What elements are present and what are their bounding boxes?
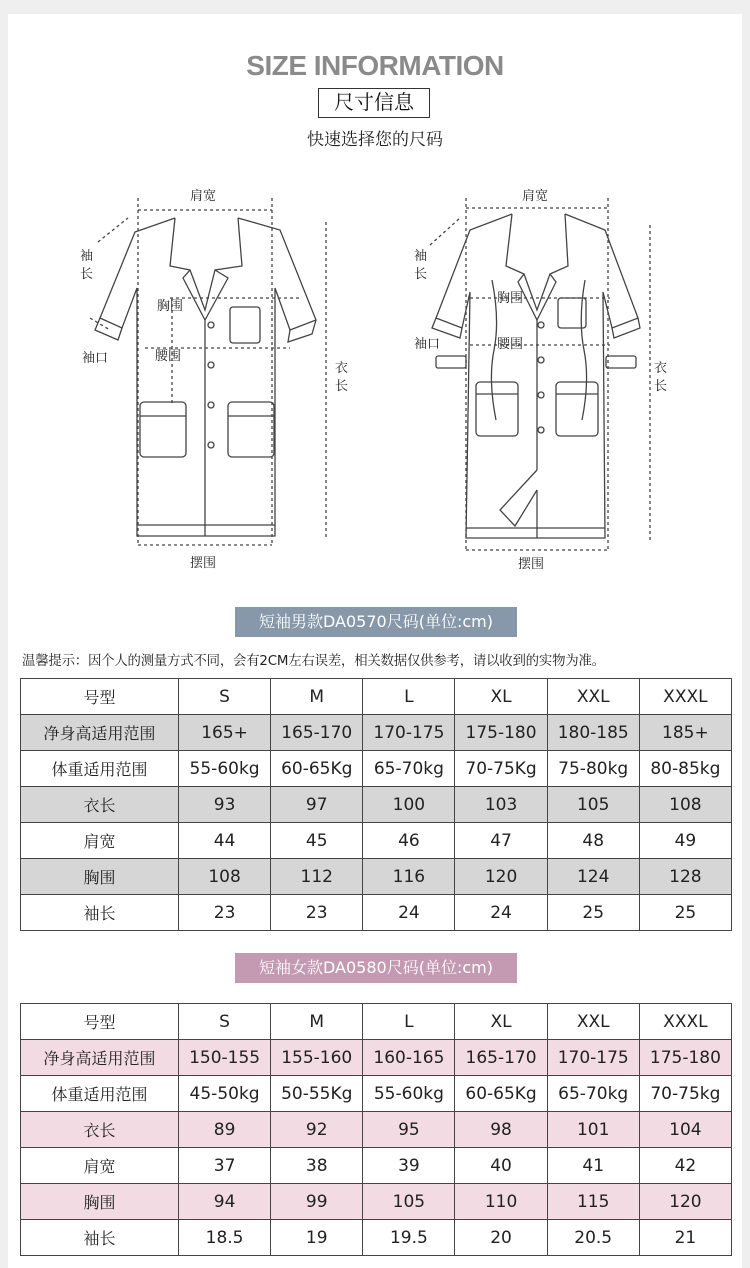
women-label-length-1: 衣 bbox=[654, 361, 668, 376]
table-cell: 185+ bbox=[639, 715, 731, 751]
row-label: 号型 bbox=[21, 1004, 179, 1040]
table-row bbox=[21, 679, 732, 715]
table-cell: 100 bbox=[363, 787, 455, 823]
table-cell: 92 bbox=[271, 1112, 363, 1148]
table-cell: 18.5 bbox=[179, 1220, 271, 1256]
table-row bbox=[21, 1220, 732, 1256]
table-cell: 75-80kg bbox=[547, 751, 639, 787]
table-cell: 23 bbox=[271, 895, 363, 931]
table-cell: 65-70kg bbox=[547, 1076, 639, 1112]
table-cell: S bbox=[179, 679, 271, 715]
women-size-table bbox=[20, 1003, 732, 1256]
table-cell: 150-155 bbox=[179, 1040, 271, 1076]
women-label-waist: 腰围 bbox=[497, 337, 524, 352]
table-cell: 25 bbox=[547, 895, 639, 931]
men-label-shoulder: 肩宽 bbox=[190, 189, 217, 204]
table-cell: 41 bbox=[547, 1148, 639, 1184]
men-label-waist: 腰围 bbox=[155, 349, 182, 364]
table-cell: 20 bbox=[455, 1220, 547, 1256]
table-cell: 98 bbox=[455, 1112, 547, 1148]
table-cell: 105 bbox=[363, 1184, 455, 1220]
table-cell: 42 bbox=[639, 1148, 731, 1184]
women-label-hem: 摆围 bbox=[518, 557, 545, 572]
table-cell: 40 bbox=[455, 1148, 547, 1184]
table-cell: 19 bbox=[271, 1220, 363, 1256]
table-cell: 116 bbox=[363, 859, 455, 895]
table-row bbox=[21, 1076, 732, 1112]
table-cell: 101 bbox=[547, 1112, 639, 1148]
table-cell: 128 bbox=[639, 859, 731, 895]
men-label-sleeve-1: 袖 bbox=[80, 249, 94, 264]
subtitle: 快速选择您的尺码 bbox=[307, 130, 443, 150]
table-cell: 55-60kg bbox=[179, 751, 271, 787]
table-cell: L bbox=[363, 679, 455, 715]
women-label-sleeve-1: 袖 bbox=[414, 249, 428, 264]
table-cell: M bbox=[271, 1004, 363, 1040]
women-label-length-2: 长 bbox=[654, 379, 668, 394]
table-cell: 108 bbox=[179, 859, 271, 895]
table-cell: 48 bbox=[547, 823, 639, 859]
women-label-chest: 胸围 bbox=[497, 291, 524, 306]
table-row bbox=[21, 823, 732, 859]
table-cell: 44 bbox=[179, 823, 271, 859]
title-english: SIZE INFORMATION bbox=[246, 50, 504, 81]
table-cell: XXL bbox=[547, 679, 639, 715]
table-cell: 46 bbox=[363, 823, 455, 859]
table-row bbox=[21, 895, 732, 931]
row-label: 袖长 bbox=[21, 1220, 179, 1256]
table-cell: XL bbox=[455, 679, 547, 715]
table-cell: 60-65Kg bbox=[455, 1076, 547, 1112]
men-size-table bbox=[20, 678, 732, 931]
row-label: 净身高适用范围 bbox=[21, 715, 179, 751]
table-row bbox=[21, 1004, 732, 1040]
table-cell: 70-75Kg bbox=[455, 751, 547, 787]
table-cell: 89 bbox=[179, 1112, 271, 1148]
women-coat-diagram bbox=[430, 198, 650, 550]
men-label-length-2: 长 bbox=[335, 379, 349, 394]
table-row bbox=[21, 1184, 732, 1220]
row-label: 体重适用范围 bbox=[21, 1076, 179, 1112]
row-label: 衣长 bbox=[21, 1112, 179, 1148]
table-cell: 103 bbox=[455, 787, 547, 823]
table-row bbox=[21, 859, 732, 895]
men-size-banner: 短袖男款DA0570尺码(单位:cm) bbox=[235, 607, 517, 637]
table-cell: 50-55Kg bbox=[271, 1076, 363, 1112]
row-label: 胸围 bbox=[21, 1184, 179, 1220]
women-label-shoulder: 肩宽 bbox=[522, 189, 549, 204]
men-coat-diagram bbox=[90, 198, 326, 545]
table-cell: 45 bbox=[271, 823, 363, 859]
table-cell: L bbox=[363, 1004, 455, 1040]
table-cell: 95 bbox=[363, 1112, 455, 1148]
table-cell: 160-165 bbox=[363, 1040, 455, 1076]
garment-diagrams bbox=[0, 170, 750, 590]
table-cell: 180-185 bbox=[547, 715, 639, 751]
women-label-sleeve-2: 长 bbox=[414, 267, 428, 282]
table-cell: 104 bbox=[639, 1112, 731, 1148]
row-label: 号型 bbox=[21, 679, 179, 715]
women-size-banner: 短袖女款DA0580尺码(单位:cm) bbox=[235, 953, 517, 983]
table-cell: M bbox=[271, 679, 363, 715]
table-cell: 25 bbox=[639, 895, 731, 931]
table-cell: 70-75kg bbox=[639, 1076, 731, 1112]
table-cell: XXXL bbox=[639, 679, 731, 715]
row-label: 肩宽 bbox=[21, 1148, 179, 1184]
table-cell: 175-180 bbox=[455, 715, 547, 751]
men-label-chest: 胸围 bbox=[157, 299, 184, 314]
table-cell: 20.5 bbox=[547, 1220, 639, 1256]
table-cell: 175-180 bbox=[639, 1040, 731, 1076]
men-label-length-1: 衣 bbox=[335, 361, 349, 376]
table-cell: 170-175 bbox=[363, 715, 455, 751]
table-cell: 21 bbox=[639, 1220, 731, 1256]
row-label: 肩宽 bbox=[21, 823, 179, 859]
table-cell: 93 bbox=[179, 787, 271, 823]
table-cell: 65-70kg bbox=[363, 751, 455, 787]
table-cell: 80-85kg bbox=[639, 751, 731, 787]
table-row bbox=[21, 1148, 732, 1184]
table-row bbox=[21, 787, 732, 823]
table-cell: 55-60kg bbox=[363, 1076, 455, 1112]
title-chinese-box: 尺寸信息 bbox=[318, 88, 430, 118]
table-cell: XXXL bbox=[639, 1004, 731, 1040]
table-row bbox=[21, 715, 732, 751]
row-label: 胸围 bbox=[21, 859, 179, 895]
table-cell: 47 bbox=[455, 823, 547, 859]
table-row bbox=[21, 1040, 732, 1076]
table-cell: 155-160 bbox=[271, 1040, 363, 1076]
row-label: 袖长 bbox=[21, 895, 179, 931]
row-label: 体重适用范围 bbox=[21, 751, 179, 787]
table-cell: 23 bbox=[179, 895, 271, 931]
table-cell: S bbox=[179, 1004, 271, 1040]
table-cell: 39 bbox=[363, 1148, 455, 1184]
table-cell: 165-170 bbox=[271, 715, 363, 751]
table-cell: 37 bbox=[179, 1148, 271, 1184]
table-cell: 165+ bbox=[179, 715, 271, 751]
table-cell: XL bbox=[455, 1004, 547, 1040]
men-label-cuff: 袖口 bbox=[82, 351, 109, 366]
table-cell: 112 bbox=[271, 859, 363, 895]
table-cell: 115 bbox=[547, 1184, 639, 1220]
table-cell: 45-50kg bbox=[179, 1076, 271, 1112]
size-tip: 温馨提示：因个人的测量方式不同，会有2CM左右误差，相关数据仅供参考，请以收到的实物为准。 bbox=[22, 654, 605, 669]
table-row bbox=[21, 1112, 732, 1148]
table-cell: 120 bbox=[639, 1184, 731, 1220]
row-label: 净身高适用范围 bbox=[21, 1040, 179, 1076]
table-cell: 170-175 bbox=[547, 1040, 639, 1076]
table-cell: 124 bbox=[547, 859, 639, 895]
table-cell: XXL bbox=[547, 1004, 639, 1040]
table-cell: 97 bbox=[271, 787, 363, 823]
table-cell: 24 bbox=[455, 895, 547, 931]
men-label-sleeve-2: 长 bbox=[80, 267, 94, 282]
table-cell: 49 bbox=[639, 823, 731, 859]
men-label-hem: 摆围 bbox=[190, 556, 217, 571]
table-cell: 60-65Kg bbox=[271, 751, 363, 787]
women-label-cuff: 袖口 bbox=[414, 337, 441, 352]
table-cell: 165-170 bbox=[455, 1040, 547, 1076]
table-cell: 99 bbox=[271, 1184, 363, 1220]
table-cell: 110 bbox=[455, 1184, 547, 1220]
table-cell: 105 bbox=[547, 787, 639, 823]
table-cell: 19.5 bbox=[363, 1220, 455, 1256]
table-cell: 24 bbox=[363, 895, 455, 931]
table-row bbox=[21, 751, 732, 787]
table-cell: 108 bbox=[639, 787, 731, 823]
table-cell: 120 bbox=[455, 859, 547, 895]
row-label: 衣长 bbox=[21, 787, 179, 823]
table-cell: 38 bbox=[271, 1148, 363, 1184]
table-cell: 94 bbox=[179, 1184, 271, 1220]
